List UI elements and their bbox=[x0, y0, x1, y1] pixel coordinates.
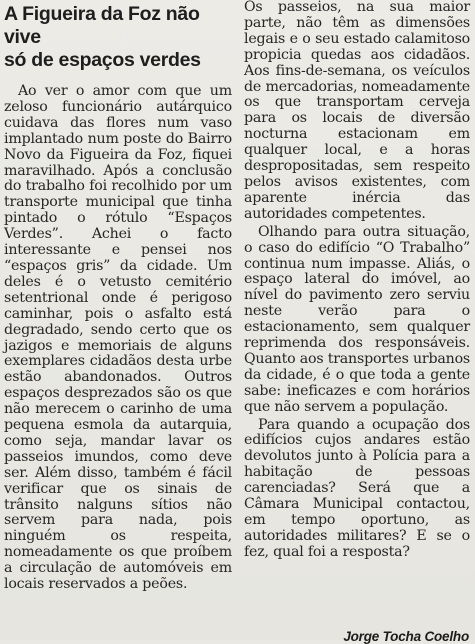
headline bbox=[4, 3, 232, 72]
author-signature: Jorge Tocha Coelho bbox=[343, 629, 469, 644]
left-column bbox=[4, 0, 232, 593]
body-paragraph-3: Olhando para outra situação, o caso do edifício “O Trabalho” continua num impasse. Aliás, o espaço lateral do imóvel, ao nível do pavimento zero serviu neste verão para o estacionamento, sem qualquer reprimenda dos responsáveis. Quanto aos transportes urbanos da cidade, é o que toda a gente sabe: ineficazes e com horários que não servem a população. bbox=[244, 223, 470, 415]
body-paragraph-2: Os passeios, na sua maior parte, não têm as dimensões legais e o seu estado calamitoso propicia quedas aos cidadãos. Aos fins-de-semana, os veículos de mercadorias, nomeadamente os que transportam cerveja para os locais de diversão nocturna estacionam em qualquer local, e a horas despropositadas, sem respeito pelos avisos existentes, com aparente inércia das autoridades competentes. bbox=[244, 0, 470, 222]
headline-line-2: só de espaços verdes bbox=[4, 49, 201, 71]
body-paragraph-4: Para quando a ocupação dos edifícios cujos andares estão devolutos junto à Polícia para a habitação de pessoas carenciadas? Será que a Câmara Municipal contactou, em tempo oportuno, as autoridades militares? E se o fez, qual foi a resposta? bbox=[244, 416, 470, 560]
headline-line-1: A Figueira da Foz não vive bbox=[4, 3, 200, 48]
body-paragraph-1: Ao ver o amor com que um zeloso funcionário autárquico cuidava das flores num vaso implantado num poste do Bairro Novo da Figueira da Foz, fiquei maravilhado. Após a conclusão do trabalho foi recolhido por um transporte municipal que tinha pintado o rótulo “Espaços Verdes”. Achei o facto interessante e pensei nos “espaços gris” da cidade. Um deles é o vetusto cemitério setentrional onde é perigoso caminhar, pois o asfalto está degradado, sendo certo que os jazigos e memoriais de alguns exemplares cidadãos desta urbe estão abandonados. Outros espaços desprezados são os que não merecem o carinho de uma pequena esmola da autarquia, como seja, mandar lavar os passeios imundos, como deve ser. Além disso, também é fácil verificar que os sinais de trânsito nalguns sítios não servem para nada, pois ninguém os respeita, nomeadamente os que proíbem a circulação de automóveis em locais reservados a peões. bbox=[4, 83, 232, 593]
right-column bbox=[244, 0, 470, 561]
